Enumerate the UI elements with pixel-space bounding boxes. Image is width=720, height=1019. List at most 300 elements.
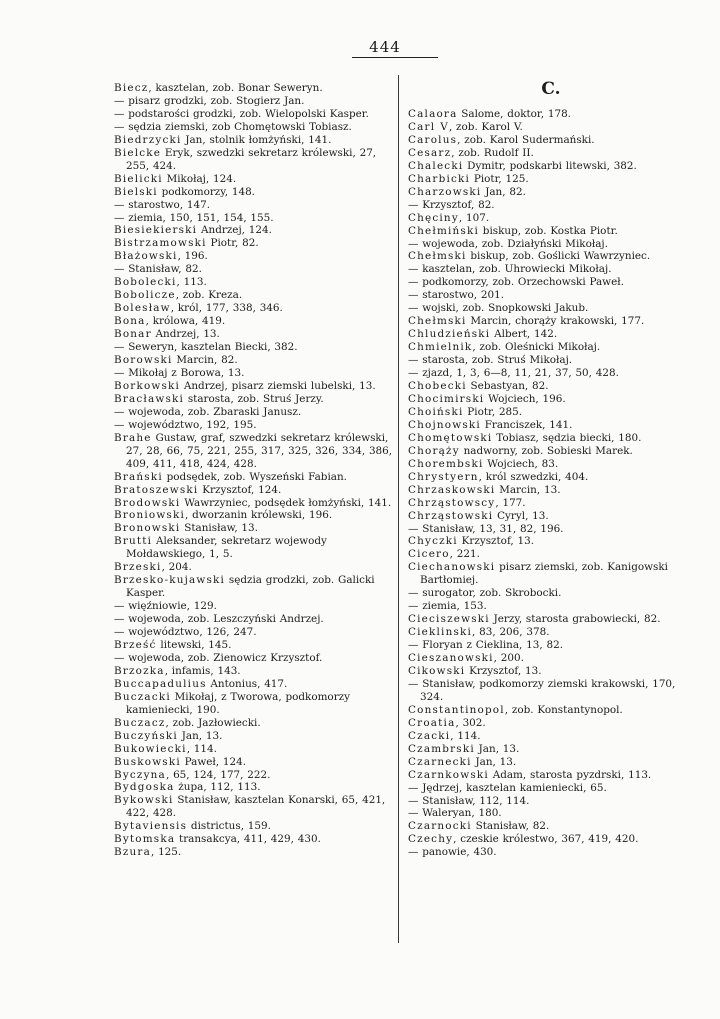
- entry-text: , król szwedzki, 404.: [478, 470, 589, 483]
- entry-text: — Mikołaj z Borowa, 13.: [114, 366, 245, 379]
- index-entry: [114, 574, 400, 600]
- entry-headword: Chorembski: [408, 457, 484, 470]
- index-entry: [408, 626, 694, 639]
- entry-text: Albert, 142.: [490, 328, 558, 341]
- entry-headword: Bronowski: [114, 522, 181, 535]
- entry-headword: Brzesko-kujawski: [114, 574, 226, 587]
- index-entry: [408, 717, 694, 730]
- entry-text: , król, 177, 338, 346.: [170, 302, 283, 315]
- index-entry: [114, 173, 400, 186]
- entry-headword: Cieszanowski: [408, 652, 494, 665]
- entry-text: Adam, starosta pyzdrski, 113.: [488, 768, 652, 781]
- entry-headword: Czarnocki: [408, 820, 472, 833]
- entry-text: Tobiasz, sędzia biecki, 180.: [492, 431, 642, 444]
- entry-text: , 196.: [177, 250, 208, 263]
- index-entry: [114, 212, 400, 225]
- index-entry: [408, 833, 694, 846]
- entry-text: Aleksander, sekretarz wojewody Mołdawskiego, 1, 5.: [126, 535, 327, 561]
- entry-text: , 114.: [186, 742, 217, 755]
- entry-headword: Bonar: [114, 328, 152, 341]
- entry-text: — Jędrzej, kasztelan kamieniecki, 65.: [408, 781, 607, 794]
- entry-text: Antonius, 417.: [206, 677, 288, 690]
- index-entry: [408, 367, 694, 380]
- entry-text: Andrzej, 13.: [151, 328, 220, 341]
- index-entry: [114, 756, 400, 769]
- entry-text: , zob. Oleśnicki Mikołaj.: [472, 341, 601, 354]
- entry-text: districtus, 159.: [187, 820, 271, 833]
- index-entry: [408, 212, 694, 225]
- entry-headword: Chrząstowski: [408, 509, 494, 522]
- index-entry: [408, 613, 694, 626]
- entry-headword: Biecz: [114, 82, 149, 94]
- entry-headword: Bratoszewski: [114, 483, 199, 496]
- entry-text: biskup, zob. Kostka Piotr.: [478, 224, 618, 237]
- index-entry: [408, 432, 694, 445]
- entry-headword: Bobolicze: [114, 289, 176, 302]
- entry-headword: Chmielnik: [408, 341, 473, 354]
- entry-headword: Chełmiński: [408, 224, 479, 237]
- entry-text: , królowa, 419.: [145, 315, 226, 328]
- index-entry: [114, 224, 400, 237]
- entry-headword: Buczacki: [114, 690, 171, 703]
- entry-headword: Carl V: [408, 120, 449, 133]
- entry-text: , 302.: [455, 716, 486, 729]
- index-entry: [114, 691, 400, 717]
- index-entry: [114, 509, 400, 522]
- entry-text: , zob. Kreza.: [175, 289, 243, 302]
- entry-text: Stanisław, 13.: [180, 522, 258, 535]
- entry-headword: Bukowiecki: [114, 742, 187, 755]
- index-entry: [114, 600, 400, 613]
- entry-text: Andrzej, 124.: [197, 224, 272, 237]
- entry-headword: Brzozka: [114, 664, 165, 677]
- index-entry: [408, 263, 694, 276]
- entry-text: Marcin, 82.: [172, 354, 238, 367]
- entry-text: , 200.: [493, 652, 524, 665]
- entry-text: , zob. Karol Sudermański.: [457, 133, 595, 146]
- entry-headword: Brodowski: [114, 496, 181, 509]
- entry-text: , infamis, 143.: [164, 664, 241, 677]
- entry-headword: Charbicki: [408, 172, 471, 185]
- entry-headword: Chalecki: [408, 159, 464, 172]
- entry-text: , 125.: [150, 846, 182, 859]
- entry-text: , czeskie królestwo, 367, 419, 420.: [453, 833, 639, 846]
- entry-headword: Charzowski: [408, 185, 482, 198]
- entry-text: , 107.: [458, 211, 490, 224]
- entry-headword: Broniowski: [114, 509, 185, 522]
- entry-text: pisarz ziemski, zob. Kanigowski Bartłomiej.: [420, 561, 668, 587]
- index-entry: [408, 807, 694, 820]
- entry-text: — województwo, 192, 195.: [114, 418, 257, 431]
- index-entry: [114, 341, 400, 354]
- index-column-left: [114, 82, 400, 859]
- entry-text: — Waleryan, 180.: [408, 807, 502, 820]
- index-entry: [114, 237, 400, 250]
- entry-text: — podstarości grodzki, zob. Wielopolski Kasper.: [114, 107, 369, 120]
- entry-headword: Biesiekierski: [114, 224, 198, 237]
- entry-text: , 113.: [176, 276, 207, 289]
- entry-text: — panowie, 430.: [408, 846, 497, 859]
- entry-headword: Chojnowski: [408, 418, 481, 431]
- entry-text: — wojewoda, zob. Leszczyński Andrzej.: [114, 613, 324, 626]
- index-entry: [114, 652, 400, 665]
- entry-text: — sędzia ziemski, zob Chomętowski Tobiasz.: [114, 120, 352, 133]
- entry-headword: Chocimirski: [408, 392, 485, 405]
- entry-text: — Krzysztof, 82.: [408, 198, 495, 211]
- index-entry: [114, 639, 400, 652]
- page-number: 444: [369, 38, 401, 56]
- entry-headword: Bytaviensis: [114, 820, 188, 833]
- entry-headword: Cieklinski: [408, 626, 473, 639]
- index-entry: [408, 561, 694, 587]
- index-entry: [114, 833, 400, 846]
- entry-headword: Bobolecki: [114, 276, 177, 289]
- index-entry: [408, 535, 694, 548]
- index-entry: [408, 548, 694, 561]
- index-entry: [408, 458, 694, 471]
- entry-text: — starosta, zob. Struś Mikołaj.: [408, 354, 573, 367]
- index-entry: [114, 522, 400, 535]
- entry-text: — ziemia, 150, 151, 154, 155.: [114, 211, 274, 224]
- entry-headword: Czechy: [408, 833, 454, 846]
- index-entry: [114, 794, 400, 820]
- entry-headword: Biedrzycki: [114, 133, 182, 146]
- entry-headword: Borowski: [114, 354, 173, 367]
- entry-text: , zob. Karol V.: [448, 120, 523, 133]
- entry-text: — surogator, zob. Skrobocki.: [408, 587, 562, 600]
- entry-text: Jan, 13.: [177, 729, 223, 742]
- entry-text: — pisarz grodzki, zob. Stogierz Jan.: [114, 94, 305, 107]
- index-entry: [408, 289, 694, 302]
- entry-text: nadworny, zob. Sobieski Marek.: [459, 444, 633, 457]
- entry-text: — wojewoda, zob. Zbaraski Janusz.: [114, 405, 302, 418]
- entry-headword: Bytomska: [114, 833, 176, 846]
- entry-headword: Buczyński: [114, 729, 178, 742]
- entry-text: Franciszek, 141.: [480, 418, 573, 431]
- index-entry: [408, 328, 694, 341]
- entry-headword: Cikowski: [408, 664, 466, 677]
- index-entry: [408, 665, 694, 678]
- entry-headword: Czarnecki: [408, 755, 472, 768]
- entry-text: Krzysztof, 124.: [198, 483, 282, 496]
- entry-headword: Chludzieński: [408, 328, 491, 341]
- index-entry: [408, 743, 694, 756]
- index-entry: [408, 484, 694, 497]
- entry-headword: Chrząstowscy: [408, 496, 496, 509]
- section-letter: C.: [541, 79, 561, 99]
- entry-headword: Brański: [114, 470, 163, 483]
- entry-headword: Buczacz: [114, 716, 166, 729]
- entry-text: Jan, 13.: [474, 742, 520, 755]
- entry-text: Paweł, 124.: [180, 755, 247, 768]
- entry-text: — wojski, zob. Snopkowski Jakub.: [408, 302, 589, 315]
- index-entry: [114, 82, 400, 95]
- entry-headword: Cesarz: [408, 146, 452, 159]
- entry-headword: Chełmski: [408, 315, 467, 328]
- index-entry: [408, 147, 694, 160]
- entry-text: — Floryan z Cieklina, 13, 82.: [408, 639, 563, 652]
- index-entry: [408, 160, 694, 173]
- entry-text: Wojciech, 196.: [484, 392, 566, 405]
- index-entry: [114, 380, 400, 393]
- entry-text: Jan, 82.: [481, 185, 526, 198]
- entry-headword: Cieciszewski: [408, 613, 490, 626]
- entry-text: — starostwo, 147.: [114, 198, 211, 211]
- entry-text: podsędek, zob. Wyszeński Fabian.: [162, 470, 347, 483]
- index-entry: [114, 199, 400, 212]
- index-entry: [408, 225, 694, 238]
- entry-text: transakcya, 411, 429, 430.: [175, 833, 321, 846]
- index-entry: [408, 121, 694, 134]
- index-entry: [114, 678, 400, 691]
- index-entry: [114, 471, 400, 484]
- entry-text: litewski, 145.: [156, 638, 232, 651]
- index-entry: [114, 108, 400, 121]
- index-entry: [408, 523, 694, 536]
- entry-headword: Buskowski: [114, 755, 181, 768]
- index-entry: [408, 471, 694, 484]
- entry-headword: Bona: [114, 315, 146, 328]
- entry-text: , 65, 124, 177, 222.: [165, 768, 271, 781]
- entry-headword: Bracławski: [114, 392, 185, 405]
- entry-text: Jan, 13.: [471, 755, 517, 768]
- index-column-right: [408, 76, 694, 859]
- index-entry: [408, 199, 694, 212]
- index-entry: [114, 302, 400, 315]
- entry-text: — województwo, 126, 247.: [114, 626, 257, 639]
- entry-headword: Chrzaskowski: [408, 483, 496, 496]
- index-entry: [114, 626, 400, 639]
- entry-headword: Bielcke: [114, 146, 162, 159]
- index-entry: [408, 173, 694, 186]
- index-entry: [114, 289, 400, 302]
- index-entry: [408, 380, 694, 393]
- entry-headword: Bielicki: [114, 172, 163, 185]
- entry-text: Wojciech, 83.: [483, 457, 559, 470]
- entry-text: , 83, 206, 378.: [472, 626, 550, 639]
- entry-text: starosta, zob. Struś Jerzy.: [184, 392, 324, 405]
- entry-headword: Chyczki: [408, 535, 458, 548]
- index-entry: [114, 121, 400, 134]
- index-entry: [408, 795, 694, 808]
- entry-text: , kasztelan, zob. Bonar Seweryn.: [148, 82, 323, 94]
- entry-text: — zjazd, 1, 3, 6—8, 11, 21, 37, 50, 428.: [408, 367, 619, 380]
- entry-headword: Chomętowski: [408, 431, 493, 444]
- entry-text: — więźniowie, 129.: [114, 600, 217, 613]
- index-entry: [114, 497, 400, 510]
- entry-text: — kasztelan, zob. Uhrowiecki Mikołaj.: [408, 263, 612, 276]
- entry-text: , 114.: [450, 729, 481, 742]
- index-entry: [408, 497, 694, 510]
- index-entry: [114, 820, 400, 833]
- entry-headword: Chęciny: [408, 211, 459, 224]
- entry-text: Jan, stolnik łomżyński, 141.: [181, 133, 332, 146]
- entry-headword: Chobecki: [408, 380, 467, 393]
- entry-text: Krzysztof, 13.: [465, 664, 542, 677]
- entry-headword: Calaora: [408, 108, 458, 120]
- entry-text: żupa, 112, 113.: [174, 781, 261, 794]
- entry-headword: Bistrzamowski: [114, 237, 207, 250]
- index-entry: [114, 432, 400, 471]
- entry-headword: Bykowski: [114, 794, 174, 807]
- entry-text: — Stanisław, 82.: [114, 263, 202, 276]
- entry-text: , zob. Konstantynopol.: [504, 703, 623, 716]
- index-entry: [408, 315, 694, 328]
- index-entry: [114, 315, 400, 328]
- index-entry: [408, 639, 694, 652]
- entry-headword: Bydgoska: [114, 781, 175, 794]
- column-divider: [398, 75, 399, 943]
- entry-headword: Czambrski: [408, 742, 475, 755]
- index-entry: [114, 743, 400, 756]
- entry-headword: Czarnkowski: [408, 768, 489, 781]
- index-entry: [408, 341, 694, 354]
- index-entry: [408, 782, 694, 795]
- entry-text: , 221.: [449, 548, 480, 561]
- index-entry: [114, 147, 400, 173]
- entry-text: Mikołaj, z Tworowa, podkomorzy kamieniecki, 190.: [126, 690, 351, 716]
- index-entry: [408, 238, 694, 251]
- entry-text: , 204.: [161, 561, 192, 574]
- index-entry: [114, 484, 400, 497]
- entry-text: Dymitr, podskarbi litewski, 382.: [463, 159, 637, 172]
- entry-headword: Choiński: [408, 405, 464, 418]
- index-entry: [114, 406, 400, 419]
- index-entry: [114, 95, 400, 108]
- entry-headword: Chorąży: [408, 444, 460, 457]
- entry-headword: Chełmski: [408, 250, 467, 263]
- index-entry: [408, 276, 694, 289]
- entry-text: Cyryl, 13.: [493, 509, 549, 522]
- entry-text: — wojewoda, zob. Zienowicz Krzysztof.: [114, 651, 323, 664]
- entry-text: Wawrzyniec, podsędek łomżyński, 141.: [180, 496, 392, 509]
- entry-text: , 177.: [495, 496, 526, 509]
- index-entry: [408, 846, 694, 859]
- index-entry: [114, 354, 400, 367]
- entry-text: Stanisław, 82.: [471, 820, 550, 833]
- index-entry: [114, 419, 400, 432]
- index-entry: [114, 134, 400, 147]
- entry-headword: Brześć: [114, 638, 157, 651]
- index-entry: [408, 419, 694, 432]
- entry-headword: Bielski: [114, 185, 158, 198]
- index-entry: [408, 445, 694, 458]
- index-entry: [114, 781, 400, 794]
- entry-headword: Cicero: [408, 548, 450, 561]
- entry-text: podkomorzy, 148.: [157, 185, 255, 198]
- entry-headword: Bzura: [114, 846, 151, 859]
- entry-text: — Seweryn, kasztelan Biecki, 382.: [114, 341, 298, 354]
- index-entry: [408, 587, 694, 600]
- entry-text: sędzia grodzki, zob. Galicki Kasper.: [126, 574, 375, 600]
- entry-text: Marcin, 13.: [495, 483, 561, 496]
- entry-text: — Stanisław, 13, 31, 82, 196.: [408, 522, 564, 535]
- entry-headword: Brutti: [114, 535, 153, 548]
- index-entry: [408, 108, 694, 121]
- index-entry: [114, 276, 400, 289]
- index-entry: [408, 756, 694, 769]
- index-entry: [408, 302, 694, 315]
- index-entry: [408, 186, 694, 199]
- entry-text: , zob. Rudolf II.: [451, 146, 534, 159]
- entry-text: Piotr, 285.: [463, 405, 523, 418]
- index-entry: [114, 393, 400, 406]
- index-entry: [114, 561, 400, 574]
- entry-text: — starostwo, 201.: [408, 289, 505, 302]
- index-entry: [408, 704, 694, 717]
- entry-text: Piotr, 125.: [470, 172, 529, 185]
- entry-text: Piotr, 82.: [206, 237, 259, 250]
- header-rule: [352, 57, 438, 58]
- index-entry: [114, 717, 400, 730]
- index-entry: [408, 406, 694, 419]
- entry-headword: Byczyna: [114, 768, 166, 781]
- entry-headword: Carolus: [408, 133, 458, 146]
- entry-text: — podkomorzy, zob. Orzechowski Paweł.: [408, 276, 624, 289]
- index-entry: [408, 652, 694, 665]
- entry-text: Mikołaj, 124.: [162, 172, 237, 185]
- index-entry: [408, 510, 694, 523]
- entry-headword: Brahe: [114, 431, 152, 444]
- entry-text: Krzysztof, 13.: [457, 535, 535, 548]
- index-entry: [114, 367, 400, 380]
- index-entry: [408, 134, 694, 147]
- entry-text: Stanisław, kasztelan Konarski, 65, 421, 422, 428.: [126, 794, 386, 820]
- entry-text: Marcin, chorąży krakowski, 177.: [466, 315, 645, 328]
- index-entry: [114, 730, 400, 743]
- index-entry: [408, 250, 694, 263]
- index-entry: [408, 820, 694, 833]
- index-entry: [114, 250, 400, 263]
- index-entry: [114, 328, 400, 341]
- entry-text: Jerzy, starosta grabowiecki, 82.: [489, 613, 661, 626]
- entry-headword: Borkowski: [114, 379, 181, 392]
- entry-text: Sebastyan, 82.: [466, 380, 549, 393]
- entry-headword: Czacki: [408, 729, 451, 742]
- index-entry: [114, 263, 400, 276]
- index-entry: [114, 846, 400, 859]
- entry-text: , dworzanin królewski, 196.: [184, 509, 333, 522]
- entry-headword: Brzeski: [114, 561, 162, 574]
- index-entry: [408, 730, 694, 743]
- entry-text: — ziemia, 153.: [408, 600, 487, 613]
- entry-headword: Buccapadulius: [114, 677, 207, 690]
- entry-headword: Croatia: [408, 716, 456, 729]
- index-entry: [408, 393, 694, 406]
- index-entry: [408, 678, 694, 704]
- entry-headword: Chrystyern: [408, 470, 479, 483]
- index-entry: [114, 613, 400, 626]
- index-entry: [114, 769, 400, 782]
- entry-headword: Ciechanowski: [408, 561, 496, 574]
- index-entry: [114, 665, 400, 678]
- entry-text: — Stanisław, 112, 114.: [408, 794, 530, 807]
- entry-text: Salome, doktor, 178.: [457, 108, 571, 120]
- entry-text: , zob. Jazłowiecki.: [165, 716, 261, 729]
- index-entry: [114, 186, 400, 199]
- index-entry: [114, 535, 400, 561]
- entry-headword: Błażowski: [114, 250, 178, 263]
- index-entry: [408, 354, 694, 367]
- index-entry: [408, 769, 694, 782]
- entry-text: biskup, zob. Goślicki Wawrzyniec.: [466, 250, 651, 263]
- entry-headword: Constantinopol: [408, 703, 505, 716]
- entry-headword: Bolesław: [114, 302, 171, 315]
- entry-text: Eryk, szwedzki sekretarz królewski, 27, 255, 424.: [126, 146, 377, 172]
- entry-text: Andrzej, pisarz ziemski lubelski, 13.: [180, 379, 376, 392]
- entry-text: — Stanisław, podkomorzy ziemski krakowski, 170, 324.: [408, 677, 676, 703]
- index-entry: [408, 600, 694, 613]
